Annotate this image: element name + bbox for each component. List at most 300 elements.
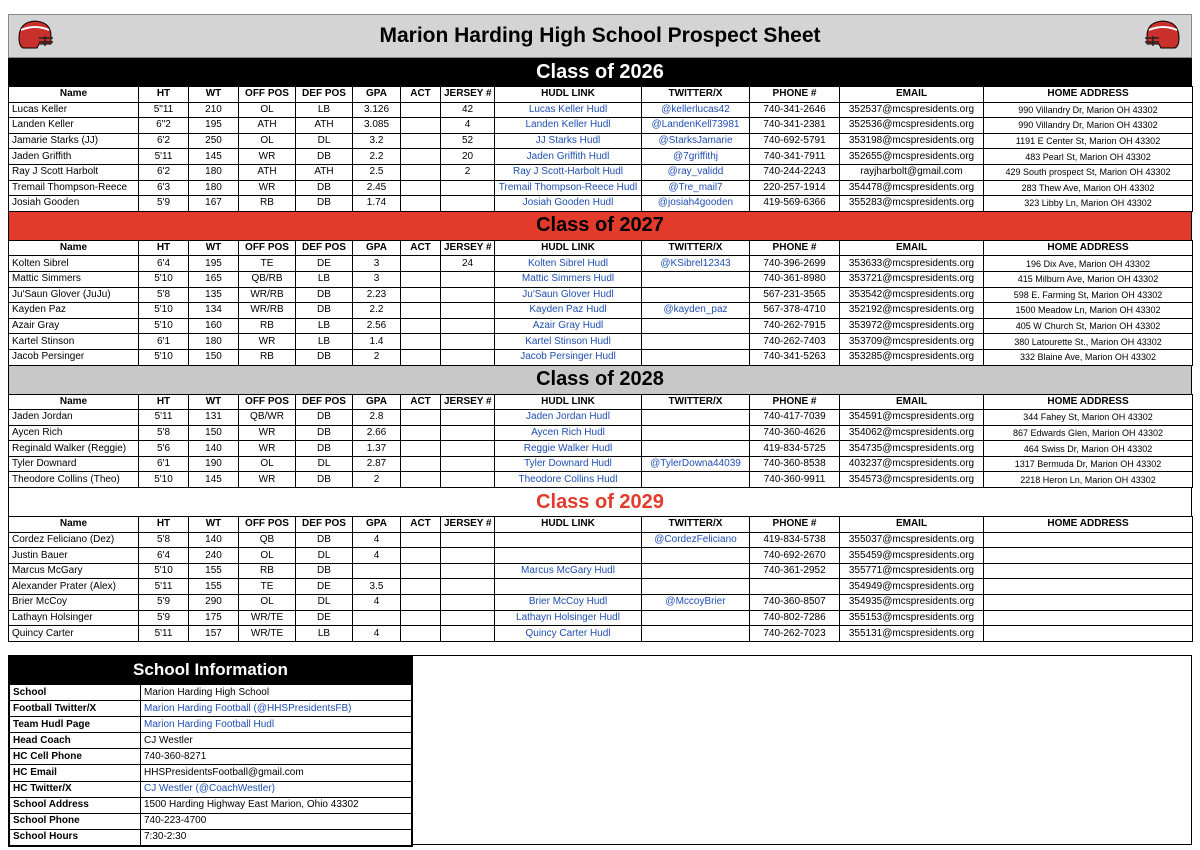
table-cell: 403237@mcspresidents.org <box>840 456 984 472</box>
column-header: JERSEY # <box>441 87 495 103</box>
column-header: HOME ADDRESS <box>984 517 1193 533</box>
table-cell: LB <box>296 626 353 642</box>
table-cell: 3.085 <box>353 118 401 134</box>
column-header: JERSEY # <box>441 240 495 256</box>
twitter-link[interactable]: @KSibrel12343 <box>642 256 750 272</box>
column-header: OFF POS <box>239 517 296 533</box>
table-cell: 190 <box>189 456 239 472</box>
table-cell: 5'11 <box>139 410 189 426</box>
table-cell: 380 Latourette St., Marion OH 43302 <box>984 334 1193 350</box>
twitter-link[interactable]: @josiah4gooden <box>642 196 750 212</box>
table-cell: 740-360-8507 <box>750 595 840 611</box>
table-cell: 567-231-3565 <box>750 287 840 303</box>
table-row <box>9 425 1193 441</box>
table-cell: TE <box>239 579 296 595</box>
table-cell: 415 Milburn Ave, Marion OH 43302 <box>984 271 1193 287</box>
table-cell <box>984 626 1193 642</box>
table-row <box>9 180 1193 196</box>
info-value: Marion Harding High School <box>141 685 412 701</box>
table-cell: 240 <box>189 548 239 564</box>
table-cell: 167 <box>189 196 239 212</box>
table-cell: 354935@mcspresidents.org <box>840 595 984 611</box>
hudl-link[interactable]: Landen Keller Hudl <box>495 118 642 134</box>
twitter-link[interactable]: @Tre_mail7 <box>642 180 750 196</box>
table-cell: 990 Villandry Dr, Marion OH 43302 <box>984 118 1193 134</box>
twitter-link[interactable]: @MccoyBrier <box>642 595 750 611</box>
column-header: Name <box>9 394 139 410</box>
table-cell: 2.8 <box>353 410 401 426</box>
table-cell: 2.66 <box>353 425 401 441</box>
table-cell: 598 E. Farming St, Marion OH 43302 <box>984 287 1193 303</box>
column-header: WT <box>189 87 239 103</box>
table-cell: 6'2 <box>139 164 189 180</box>
twitter-link[interactable]: @ray_validd <box>642 164 750 180</box>
table-cell: 355459@mcspresidents.org <box>840 548 984 564</box>
table-cell <box>401 149 441 165</box>
table-cell: OL <box>239 548 296 564</box>
table-cell: 419-834-5725 <box>750 441 840 457</box>
table-cell: 352655@mcspresidents.org <box>840 149 984 165</box>
table-cell: 5'10 <box>139 318 189 334</box>
table-cell: 740-692-2670 <box>750 548 840 564</box>
table-row <box>9 579 1193 595</box>
table-cell: 354735@mcspresidents.org <box>840 441 984 457</box>
table-cell: 131 <box>189 410 239 426</box>
table-cell: 42 <box>441 102 495 118</box>
table-cell: 210 <box>189 102 239 118</box>
table-row <box>9 164 1193 180</box>
info-row <box>10 781 412 797</box>
table-row <box>9 548 1193 564</box>
table-cell: 740-244-2243 <box>750 164 840 180</box>
hudl-link[interactable]: Reggie Walker Hudl <box>495 441 642 457</box>
table-cell: DB <box>296 563 353 579</box>
column-header: JERSEY # <box>441 517 495 533</box>
table-cell: 3 <box>353 271 401 287</box>
table-cell: 155 <box>189 563 239 579</box>
table-cell <box>353 610 401 626</box>
table-cell: 355771@mcspresidents.org <box>840 563 984 579</box>
empty-panel <box>411 655 1192 845</box>
table-cell: LB <box>296 102 353 118</box>
table-cell <box>401 196 441 212</box>
hudl-link[interactable]: JJ Starks Hudl <box>495 133 642 149</box>
table-cell <box>441 626 495 642</box>
table-cell: DB <box>296 472 353 488</box>
hudl-link[interactable]: Azair Gray Hudl <box>495 318 642 334</box>
table-cell: 3.5 <box>353 579 401 595</box>
column-header: GPA <box>353 517 401 533</box>
info-label: School <box>10 685 141 701</box>
table-cell: 353198@mcspresidents.org <box>840 133 984 149</box>
table-cell: 353972@mcspresidents.org <box>840 318 984 334</box>
title-bar <box>8 14 1192 58</box>
table-cell: 740-396-2699 <box>750 256 840 272</box>
column-header: DEF POS <box>296 87 353 103</box>
info-label: HC Twitter/X <box>10 781 141 797</box>
column-header: WT <box>189 240 239 256</box>
table-cell: QB <box>239 532 296 548</box>
table-cell: 5'11 <box>139 149 189 165</box>
twitter-link[interactable]: @CordezFeliciano <box>642 532 750 548</box>
roster-table <box>8 240 1193 366</box>
table-cell <box>401 425 441 441</box>
table-cell: 157 <box>189 626 239 642</box>
table-cell: Josiah Gooden <box>9 196 139 212</box>
table-cell: 290 <box>189 595 239 611</box>
column-header: PHONE # <box>750 87 840 103</box>
table-cell: ATH <box>239 164 296 180</box>
table-row <box>9 595 1193 611</box>
table-row <box>9 610 1193 626</box>
table-cell: 2.87 <box>353 456 401 472</box>
table-cell: Jamarie Starks (JJ) <box>9 133 139 149</box>
twitter-link[interactable]: @TylerDowna44039 <box>642 456 750 472</box>
table-cell <box>401 349 441 365</box>
column-header: EMAIL <box>840 394 984 410</box>
table-cell: DL <box>296 456 353 472</box>
hudl-link[interactable]: Quincy Carter Hudl <box>495 626 642 642</box>
table-row <box>9 472 1193 488</box>
table-cell <box>441 287 495 303</box>
table-cell <box>642 410 750 426</box>
table-header-row <box>9 240 1193 256</box>
table-cell: 4 <box>353 532 401 548</box>
table-cell: 344 Fahey St, Marion OH 43302 <box>984 410 1193 426</box>
table-cell: 1500 Meadow Ln, Marion OH 43302 <box>984 303 1193 319</box>
table-cell: 353721@mcspresidents.org <box>840 271 984 287</box>
table-cell <box>984 595 1193 611</box>
table-cell: 150 <box>189 425 239 441</box>
info-label: HC Email <box>10 765 141 781</box>
info-value: 1500 Harding Highway East Marion, Ohio 43302 <box>141 797 412 813</box>
table-cell: 180 <box>189 164 239 180</box>
hudl-link[interactable]: Aycen Rich Hudl <box>495 425 642 441</box>
table-cell: 3 <box>353 256 401 272</box>
table-cell: Lucas Keller <box>9 102 139 118</box>
table-row <box>9 349 1193 365</box>
column-header: OFF POS <box>239 87 296 103</box>
roster-table <box>8 394 1193 489</box>
table-cell: RB <box>239 196 296 212</box>
table-cell: Ju'Saun Glover (JuJu) <box>9 287 139 303</box>
hudl-link[interactable]: Tremail Thompson-Reece Hudl <box>495 180 642 196</box>
table-cell <box>441 472 495 488</box>
table-cell: 740-360-4626 <box>750 425 840 441</box>
table-cell <box>441 610 495 626</box>
info-link[interactable]: CJ Westler (@CoachWestler) <box>141 781 412 797</box>
table-header-row <box>9 517 1193 533</box>
twitter-link[interactable]: @StarksJamarie <box>642 133 750 149</box>
table-cell: DB <box>296 303 353 319</box>
hudl-link[interactable]: Kartel Stinson Hudl <box>495 334 642 350</box>
hudl-link[interactable]: Jaden Jordan Hudl <box>495 410 642 426</box>
table-cell <box>441 318 495 334</box>
info-label: HC Cell Phone <box>10 749 141 765</box>
school-info-panel <box>8 655 413 847</box>
info-value: 7:30-2:30 <box>141 829 412 845</box>
table-cell: 4 <box>353 548 401 564</box>
table-cell: 1.4 <box>353 334 401 350</box>
table-cell: 990 Villandry Dr, Marion OH 43302 <box>984 102 1193 118</box>
table-cell <box>495 548 642 564</box>
table-cell: 5'9 <box>139 595 189 611</box>
table-cell <box>984 532 1193 548</box>
table-cell <box>750 579 840 595</box>
hudl-link[interactable]: Marcus McGary Hudl <box>495 563 642 579</box>
info-row <box>10 717 412 733</box>
hudl-link[interactable]: Kayden Paz Hudl <box>495 303 642 319</box>
table-cell: DL <box>296 548 353 564</box>
table-cell: LB <box>296 318 353 334</box>
table-header-row <box>9 87 1193 103</box>
table-cell: WR <box>239 441 296 457</box>
info-value: HHSPresidentsFootball@gmail.com <box>141 765 412 781</box>
table-cell: 740-360-9911 <box>750 472 840 488</box>
table-cell <box>642 563 750 579</box>
table-cell: 6'1 <box>139 456 189 472</box>
school-info-area <box>8 655 1192 843</box>
column-header: HOME ADDRESS <box>984 394 1193 410</box>
hudl-link[interactable]: Lathayn Holsinger Hudl <box>495 610 642 626</box>
table-cell <box>642 271 750 287</box>
table-cell <box>642 472 750 488</box>
table-cell: 5'10 <box>139 303 189 319</box>
table-cell: 352192@mcspresidents.org <box>840 303 984 319</box>
table-cell: Jaden Griffith <box>9 149 139 165</box>
info-row <box>10 813 412 829</box>
table-cell <box>401 287 441 303</box>
table-cell: 2 <box>353 472 401 488</box>
table-cell: 740-262-7915 <box>750 318 840 334</box>
column-header: HUDL LINK <box>495 87 642 103</box>
info-row <box>10 733 412 749</box>
table-cell: 2 <box>441 164 495 180</box>
table-cell: 354591@mcspresidents.org <box>840 410 984 426</box>
column-header: WT <box>189 394 239 410</box>
hudl-link[interactable]: Jaden Griffith Hudl <box>495 149 642 165</box>
table-cell: DB <box>296 441 353 457</box>
table-cell <box>401 118 441 134</box>
hudl-link[interactable]: Brier McCoy Hudl <box>495 595 642 611</box>
table-cell <box>642 579 750 595</box>
table-cell: 140 <box>189 532 239 548</box>
table-cell: ATH <box>296 118 353 134</box>
table-cell: Quincy Carter <box>9 626 139 642</box>
table-cell <box>984 579 1193 595</box>
table-cell: 3.126 <box>353 102 401 118</box>
table-cell: 354478@mcspresidents.org <box>840 180 984 196</box>
table-cell: Azair Gray <box>9 318 139 334</box>
table-cell: ATH <box>239 118 296 134</box>
info-label: School Hours <box>10 829 141 845</box>
table-cell <box>401 102 441 118</box>
hudl-link[interactable]: Ju'Saun Glover Hudl <box>495 287 642 303</box>
twitter-link[interactable]: @kellerlucas42 <box>642 102 750 118</box>
info-link[interactable]: Marion Harding Football Hudl <box>141 717 412 733</box>
table-cell <box>401 164 441 180</box>
table-cell <box>441 425 495 441</box>
table-cell: TE <box>239 256 296 272</box>
table-cell: WR <box>239 334 296 350</box>
table-cell: RB <box>239 349 296 365</box>
table-cell: 740-262-7023 <box>750 626 840 642</box>
table-row <box>9 196 1193 212</box>
table-cell: 353633@mcspresidents.org <box>840 256 984 272</box>
table-cell: 6'2 <box>139 133 189 149</box>
info-link[interactable]: Marion Harding Football (@HHSPresidentsFB) <box>141 701 412 717</box>
table-cell: 155 <box>189 579 239 595</box>
column-header: EMAIL <box>840 517 984 533</box>
table-cell: 180 <box>189 334 239 350</box>
info-label: School Address <box>10 797 141 813</box>
table-cell: DB <box>296 410 353 426</box>
twitter-link[interactable]: @kayden_paz <box>642 303 750 319</box>
table-cell: 6'4 <box>139 256 189 272</box>
column-header: TWITTER/X <box>642 87 750 103</box>
table-cell: 2.56 <box>353 318 401 334</box>
table-cell: Kolten Sibrel <box>9 256 139 272</box>
table-cell <box>441 579 495 595</box>
table-cell: Reginald Walker (Reggie) <box>9 441 139 457</box>
column-header: HOME ADDRESS <box>984 87 1193 103</box>
column-header: PHONE # <box>750 517 840 533</box>
info-value: CJ Westler <box>141 733 412 749</box>
table-row <box>9 149 1193 165</box>
table-cell <box>401 472 441 488</box>
table-cell: 567-378-4710 <box>750 303 840 319</box>
hudl-link[interactable]: Jacob Persinger Hudl <box>495 349 642 365</box>
table-cell: OL <box>239 102 296 118</box>
table-row <box>9 118 1193 134</box>
hudl-link[interactable]: Kolten Sibrel Hudl <box>495 256 642 272</box>
table-cell: 483 Pearl St, Marion OH 43302 <box>984 149 1193 165</box>
table-row <box>9 626 1193 642</box>
table-row <box>9 456 1193 472</box>
table-cell: WR <box>239 180 296 196</box>
column-header: WT <box>189 517 239 533</box>
table-cell <box>441 548 495 564</box>
table-cell: DB <box>296 532 353 548</box>
table-cell: 5'8 <box>139 425 189 441</box>
table-row <box>9 256 1193 272</box>
column-header: OFF POS <box>239 240 296 256</box>
table-cell <box>401 610 441 626</box>
hudl-link[interactable]: Ray J Scott-Harbolt Hudl <box>495 164 642 180</box>
column-header: GPA <box>353 87 401 103</box>
table-cell: 464 Swiss Dr, Marion OH 43302 <box>984 441 1193 457</box>
table-cell: 355037@mcspresidents.org <box>840 532 984 548</box>
table-cell <box>441 271 495 287</box>
school-info-table <box>9 684 412 846</box>
table-cell <box>401 563 441 579</box>
class-heading: Class of 2027 <box>8 212 1192 240</box>
table-cell <box>401 441 441 457</box>
table-cell: QB/RB <box>239 271 296 287</box>
table-cell: Justin Bauer <box>9 548 139 564</box>
table-row <box>9 318 1193 334</box>
table-cell: 2 <box>353 349 401 365</box>
table-cell <box>401 410 441 426</box>
table-cell <box>401 271 441 287</box>
table-cell: Jaden Jordan <box>9 410 139 426</box>
table-cell: 5'10 <box>139 271 189 287</box>
table-cell: 740-341-2646 <box>750 102 840 118</box>
table-cell: Kartel Stinson <box>9 334 139 350</box>
table-cell: 354949@mcspresidents.org <box>840 579 984 595</box>
table-cell: Ray J Scott Harbolt <box>9 164 139 180</box>
table-cell: DB <box>296 149 353 165</box>
table-cell: 5'11 <box>139 579 189 595</box>
column-header: HUDL LINK <box>495 517 642 533</box>
table-cell: DB <box>296 287 353 303</box>
table-cell: WR/TE <box>239 610 296 626</box>
table-cell: 5'10 <box>139 472 189 488</box>
table-cell: 160 <box>189 318 239 334</box>
table-cell: 355283@mcspresidents.org <box>840 196 984 212</box>
table-cell: LB <box>296 271 353 287</box>
table-cell: DE <box>296 579 353 595</box>
table-cell: 140 <box>189 441 239 457</box>
hudl-link[interactable]: Lucas Keller Hudl <box>495 102 642 118</box>
table-cell: Tyler Downard <box>9 456 139 472</box>
hudl-link[interactable]: Josiah Gooden Hudl <box>495 196 642 212</box>
column-header: Name <box>9 240 139 256</box>
column-header: JERSEY # <box>441 394 495 410</box>
hudl-link[interactable]: Mattic Simmers Hudl <box>495 271 642 287</box>
column-header: GPA <box>353 240 401 256</box>
table-cell <box>984 548 1193 564</box>
table-cell <box>401 626 441 642</box>
table-cell: 195 <box>189 118 239 134</box>
column-header: ACT <box>401 394 441 410</box>
column-header: Name <box>9 517 139 533</box>
twitter-link[interactable]: @LandenKell73981 <box>642 118 750 134</box>
table-cell: 1317 Bermuda Dr, Marion OH 43302 <box>984 456 1193 472</box>
table-cell: 165 <box>189 271 239 287</box>
table-row <box>9 133 1193 149</box>
table-cell: 740-692-5791 <box>750 133 840 149</box>
roster-table <box>8 86 1193 212</box>
table-cell: 740-361-2952 <box>750 563 840 579</box>
hudl-link[interactable]: Theodore Collins Hudl <box>495 472 642 488</box>
info-row <box>10 765 412 781</box>
table-cell: 5'8 <box>139 287 189 303</box>
column-header: HT <box>139 394 189 410</box>
table-row <box>9 303 1193 319</box>
table-cell <box>441 349 495 365</box>
table-cell: 429 South prospect St, Marion OH 43302 <box>984 164 1193 180</box>
column-header: PHONE # <box>750 394 840 410</box>
table-cell: DL <box>296 595 353 611</box>
info-row <box>10 749 412 765</box>
table-cell: WR/RB <box>239 287 296 303</box>
table-cell: WR <box>239 425 296 441</box>
table-cell: 355153@mcspresidents.org <box>840 610 984 626</box>
column-header: TWITTER/X <box>642 240 750 256</box>
table-cell: 134 <box>189 303 239 319</box>
table-cell: 6"2 <box>139 118 189 134</box>
table-cell: 175 <box>189 610 239 626</box>
table-cell <box>642 287 750 303</box>
table-cell: WR <box>239 472 296 488</box>
table-cell: 353542@mcspresidents.org <box>840 287 984 303</box>
table-cell: 352537@mcspresidents.org <box>840 102 984 118</box>
table-cell: 2.2 <box>353 303 401 319</box>
hudl-link[interactable]: Tyler Downard Hudl <box>495 456 642 472</box>
table-row <box>9 532 1193 548</box>
twitter-link[interactable]: @7griffithj <box>642 149 750 165</box>
